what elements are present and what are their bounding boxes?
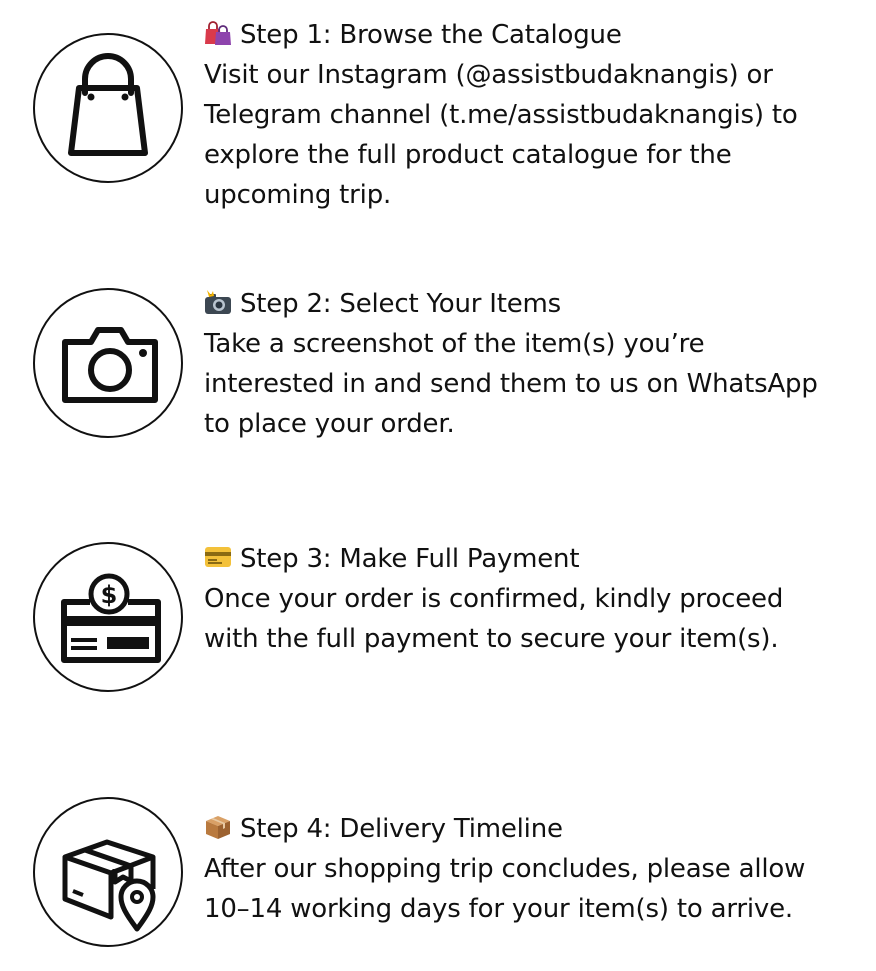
step-1-text bbox=[204, 15, 868, 215]
step-3-icon-circle bbox=[33, 542, 183, 692]
step-3-text bbox=[204, 539, 868, 659]
credit-card-emoji-icon bbox=[204, 544, 232, 570]
shopping-bags-emoji-icon bbox=[204, 20, 232, 46]
step-1-line-2: Telegram channel (t.me/assistbudaknangis) to bbox=[204, 100, 798, 130]
step-2-title-line bbox=[204, 284, 868, 324]
shopping-bag-icon bbox=[35, 35, 181, 181]
step-3-title-line bbox=[204, 539, 868, 579]
card-payment-icon bbox=[35, 544, 181, 690]
step-1-title-line bbox=[204, 15, 868, 55]
camera-flash-emoji-icon bbox=[204, 289, 232, 315]
step-3-title: Step 3: Make Full Payment bbox=[240, 544, 580, 574]
step-1-title: Step 1: Browse the Catalogue bbox=[240, 20, 622, 50]
step-2-icon-circle bbox=[33, 288, 183, 438]
step-4-title-line bbox=[204, 809, 868, 849]
step-2-line-3: to place your order. bbox=[204, 409, 455, 439]
step-2-title: Step 2: Select Your Items bbox=[240, 289, 562, 319]
step-3-line-2: with the full payment to secure your item(s). bbox=[204, 624, 779, 654]
step-2-text bbox=[204, 284, 868, 444]
step-1-line-1: Visit our Instagram (@assistbudaknangis) or bbox=[204, 60, 773, 90]
step-2-line-1: Take a screenshot of the item(s) you’re bbox=[204, 329, 705, 359]
package-location-icon bbox=[35, 799, 181, 945]
step-4-text bbox=[204, 809, 868, 929]
step-4-icon-circle bbox=[33, 797, 183, 947]
package-emoji-icon bbox=[204, 814, 232, 840]
step-1-line-3: explore the full product catalogue for the bbox=[204, 140, 732, 170]
svg-text:$: $ bbox=[100, 581, 118, 609]
step-1-icon-circle bbox=[33, 33, 183, 183]
step-4-line-1: After our shopping trip concludes, please allow bbox=[204, 854, 806, 884]
step-2-line-2: interested in and send them to us on WhatsApp bbox=[204, 369, 818, 399]
step-4-title: Step 4: Delivery Timeline bbox=[240, 814, 563, 844]
step-3-line-1: Once your order is confirmed, kindly proceed bbox=[204, 584, 784, 614]
step-4-line-2: 10–14 working days for your item(s) to arrive. bbox=[204, 894, 793, 924]
step-1-line-4: upcoming trip. bbox=[204, 180, 392, 210]
camera-icon bbox=[35, 290, 181, 436]
